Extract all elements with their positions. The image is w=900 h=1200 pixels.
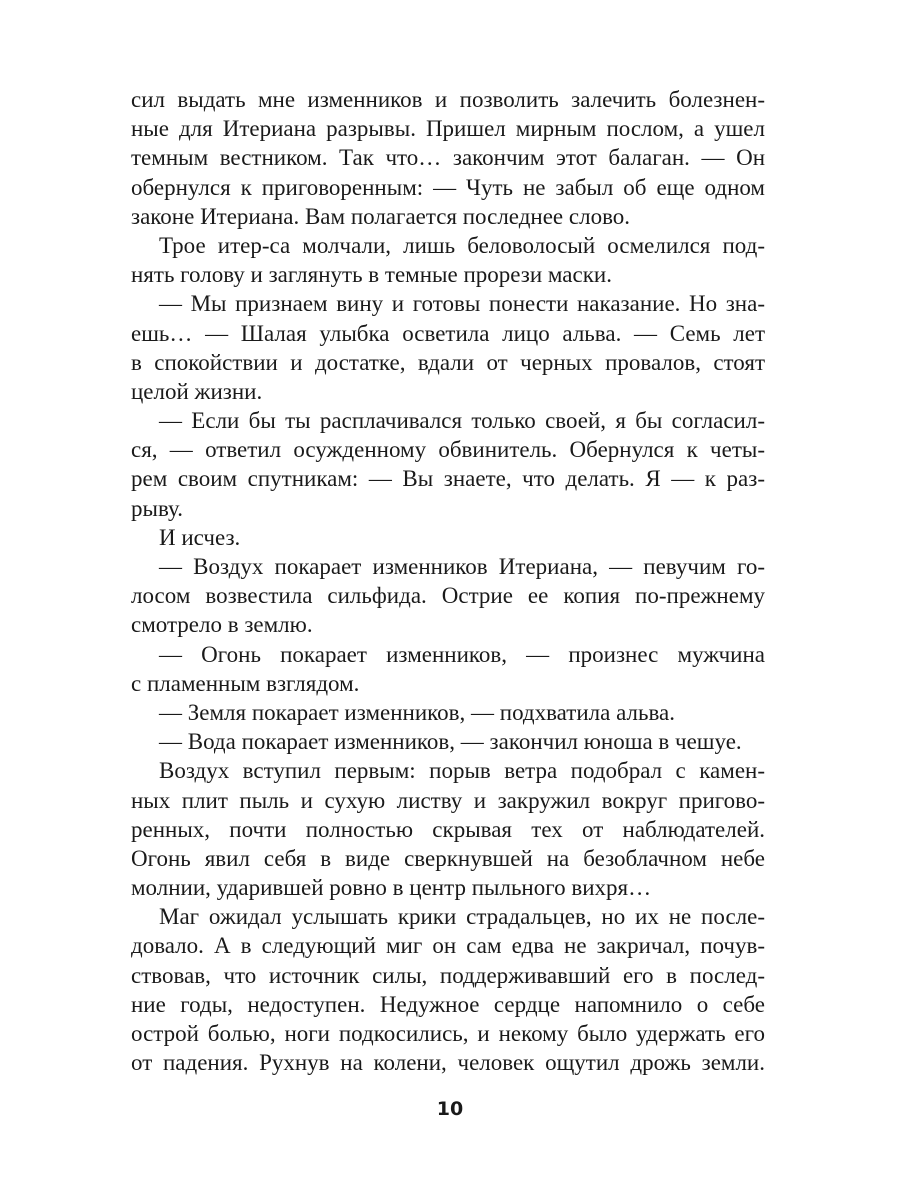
text-line: — Мы признаем вину и готовы понести наказание. Но зна- [159,291,765,317]
body-text [131,85,765,1077]
text-line: молнии, ударившей ровно в центр пыльного вихря… [131,875,652,901]
text-line: от падения. Рухнув на колени, человек ощутил дрожь земли. [131,1050,765,1076]
text-line: Огонь явил себя в виде сверкнувшей на безоблачном небе [131,845,765,871]
text-line: рыву. [131,495,183,521]
text-line: нять голову и заглянуть в темные прорези маски. [131,262,612,288]
text-line: с пламенным взглядом. [131,670,360,696]
text-line: Маг ожидал услышать крики страдальцев, но их не после- [159,904,765,930]
text-line: ние годы, недоступен. Недужное сердце напомнило о себе [131,991,765,1017]
text-line: законе Итериана. Вам полагается последнее слово. [131,203,631,229]
text-line: — Земля покарает изменников, — подхватила альва. [159,699,675,725]
text-line: — Вода покарает изменников, — закончил юноша в чешуе. [159,729,742,755]
text-line: лосом возвестила сильфида. Острие ее копия по-прежнему [131,583,765,609]
text-line: острой болью, ноги подкосились, и некому было удержать его [131,1021,765,1046]
text-line: в спокойствии и достатке, вдали от черных провалов, стоят [131,349,765,375]
text-line: Воздух вступил первым: порыв ветра подобрал с камен- [159,758,765,784]
text-line: ешь… — Шалая улыбка осветила лицо альва. — Семь лет [131,320,765,346]
page-number: 10 [436,1098,464,1120]
text-line: ся, — ответил осужденному обвинитель. Обернулся к четы- [131,437,765,463]
text-line: целой жизни. [131,378,263,404]
text-line: ных плит пыль и сухую листву и закружил вокруг пригово- [131,787,765,813]
text-line: обернулся к приговоренным: — Чуть не забыл об еще одном [131,174,765,200]
text-line: рем своим спутникам: — Вы знаете, что делать. Я — к раз- [131,466,765,492]
text-line: довало. А в следующий миг он сам едва не закричал, почув- [131,933,765,959]
text-line: Трое итер-са молчали, лишь беловолосый осмелился под- [159,232,765,258]
text-line: — Огонь покарает изменников, — произнес мужчина [159,641,765,667]
text-line: ные для Итериана разрывы. Пришел мирным послом, а ушел [131,116,765,142]
text-line: ренных, почти полностью скрывая тех от наблюдателей. [131,816,765,842]
text-line: — Если бы ты расплачивался только своей, я бы согласил- [159,408,765,434]
text-line: сил выдать мне изменников и позволить залечить болезнен- [131,87,765,112]
text-line: — Воздух покарает изменников Итериана, — певучим го- [159,554,765,579]
text-line: И исчез. [159,524,241,550]
text-line: ствовав, что источник силы, поддерживавший его в послед- [131,962,765,988]
text-line: темным вестником. Так что… закончим этот балаган. — Он [131,145,765,171]
text-line: смотрело в землю. [131,612,313,638]
